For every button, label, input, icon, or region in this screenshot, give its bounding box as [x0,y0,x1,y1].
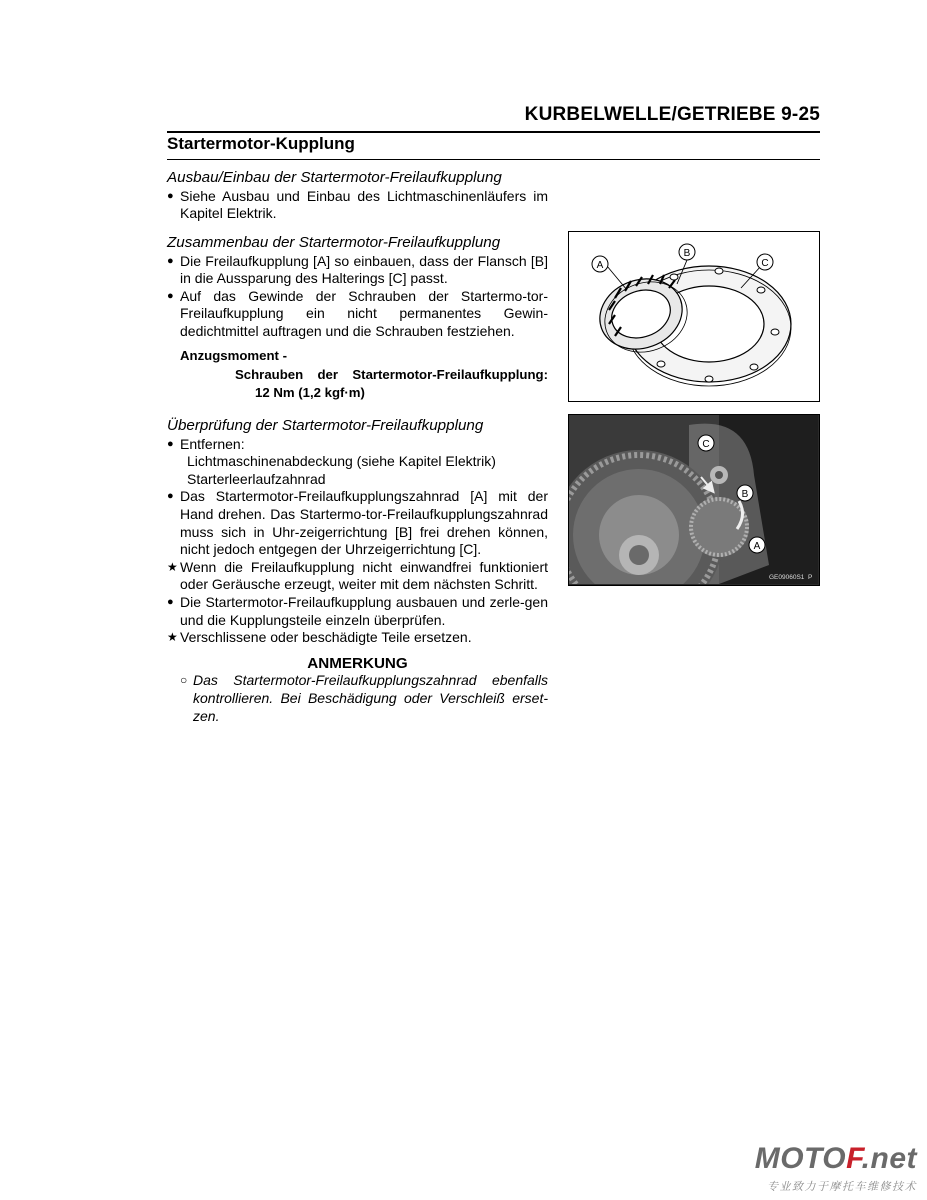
fig1-label-a: A [596,260,604,271]
bullet-icon: ● [167,595,174,608]
watermark-logo [755,1138,925,1198]
removal-block [167,169,548,223]
inspection-heading: Überprüfung der Startermotor-Freilaufkupplung [167,417,484,434]
remove-item: Starterleerlaufzahnrad [187,470,326,487]
list-item: ● Die Freilaufkupplung [A] so einbauen, dass der Flansch [B] in die Aussparung des Halterings [C] passt. [167,252,548,287]
clutch-assembly-drawing [569,232,818,400]
torque-item: Schrauben der Startermotor-Freilaufkupplung: [235,367,548,383]
fig2-page-mark: P [808,574,813,581]
fig1-label-c: C [761,258,769,269]
fig2-label-a: A [753,541,761,552]
assembly-heading: Zusammenbau der Startermotor-Freilaufkupplung [167,234,501,251]
clutch-photo [569,415,818,584]
bullet-icon: ● [167,189,174,202]
figure-clutch-assembly [568,231,820,402]
fig2-label-c: C [702,439,710,450]
fig2-label-b: B [741,489,749,500]
inspection-block [167,417,548,725]
note-title: ANMERKUNG [307,654,408,672]
remove-item: Lichtmaschinenabdeckung (siehe Kapitel Elektrik) [187,453,496,470]
watermark-subtitle: 专业致力于摩托车维修技术 [767,1181,917,1193]
section-rule [167,159,820,160]
star-icon: ★ [167,630,178,645]
removal-heading: Ausbau/Einbau der Startermotor-Freilaufkupplung [167,169,502,186]
list-item: ● Die Startermotor-Freilaufkupplung ausbauen und zerle-gen und die Kupplungsteile einzeln überprüfen. [167,593,548,628]
fig1-label-b: B [683,248,691,259]
bullet-icon: ● [167,289,174,302]
header-rule [167,131,820,133]
bullet-icon: ● [167,437,174,450]
torque-value: 12 Nm (1,2 kgf·m) [255,384,365,400]
torque-label: Anzugsmoment - [180,347,287,363]
assembly-block [167,234,548,401]
list-item: ● Das Startermotor-Freilaufkupplungszahnrad [A] mit der Hand drehen. Das Startermo-tor-Freilaufkupplungszahnrad muss sich in Uhr-zeigerrichtung [B] frei drehen können, nicht jedoch entgegen der Uhrzeigerrichtung [C]. [167,488,548,558]
circle-icon: ○ [180,673,188,688]
fig2-code: GE09060S1 [769,574,805,581]
bullet-icon: ● [167,254,174,267]
section-title: Startermotor-Kupplung [167,134,355,153]
list-item: ● Auf das Gewinde der Schrauben der Startermo-tor-Freilaufkupplung ein nicht permanentes Gewin-dedichtmittel auftragen und die Schrauben festziehen. [167,287,548,339]
list-item: ● Entfernen: [167,435,245,452]
figure-clutch-photo [568,414,820,586]
star-icon: ★ [167,559,178,574]
watermark-main: MOTOF.net [754,1142,917,1175]
note-body: ○ Das Startermotor-Freilaufkupplungszahnrad ebenfalls kontrollieren. Bei Beschädigung oder Verschleiß erset-zen. [180,672,548,724]
bullet-icon: ● [167,490,174,503]
page-header-title: KURBELWELLE/GETRIEBE 9-25 [524,104,820,125]
list-item: ★ Wenn die Freilaufkupplung nicht einwandfrei funktioniert oder Geräusche erzeugt, weiter mit dem nächsten Schritt. [167,558,548,593]
list-item: ● Siehe Ausbau und Einbau des Lichtmaschinenläufers im Kapitel Elektrik. [167,187,548,222]
list-item: ★ Verschlissene oder beschädigte Teile ersetzen. [167,629,472,646]
